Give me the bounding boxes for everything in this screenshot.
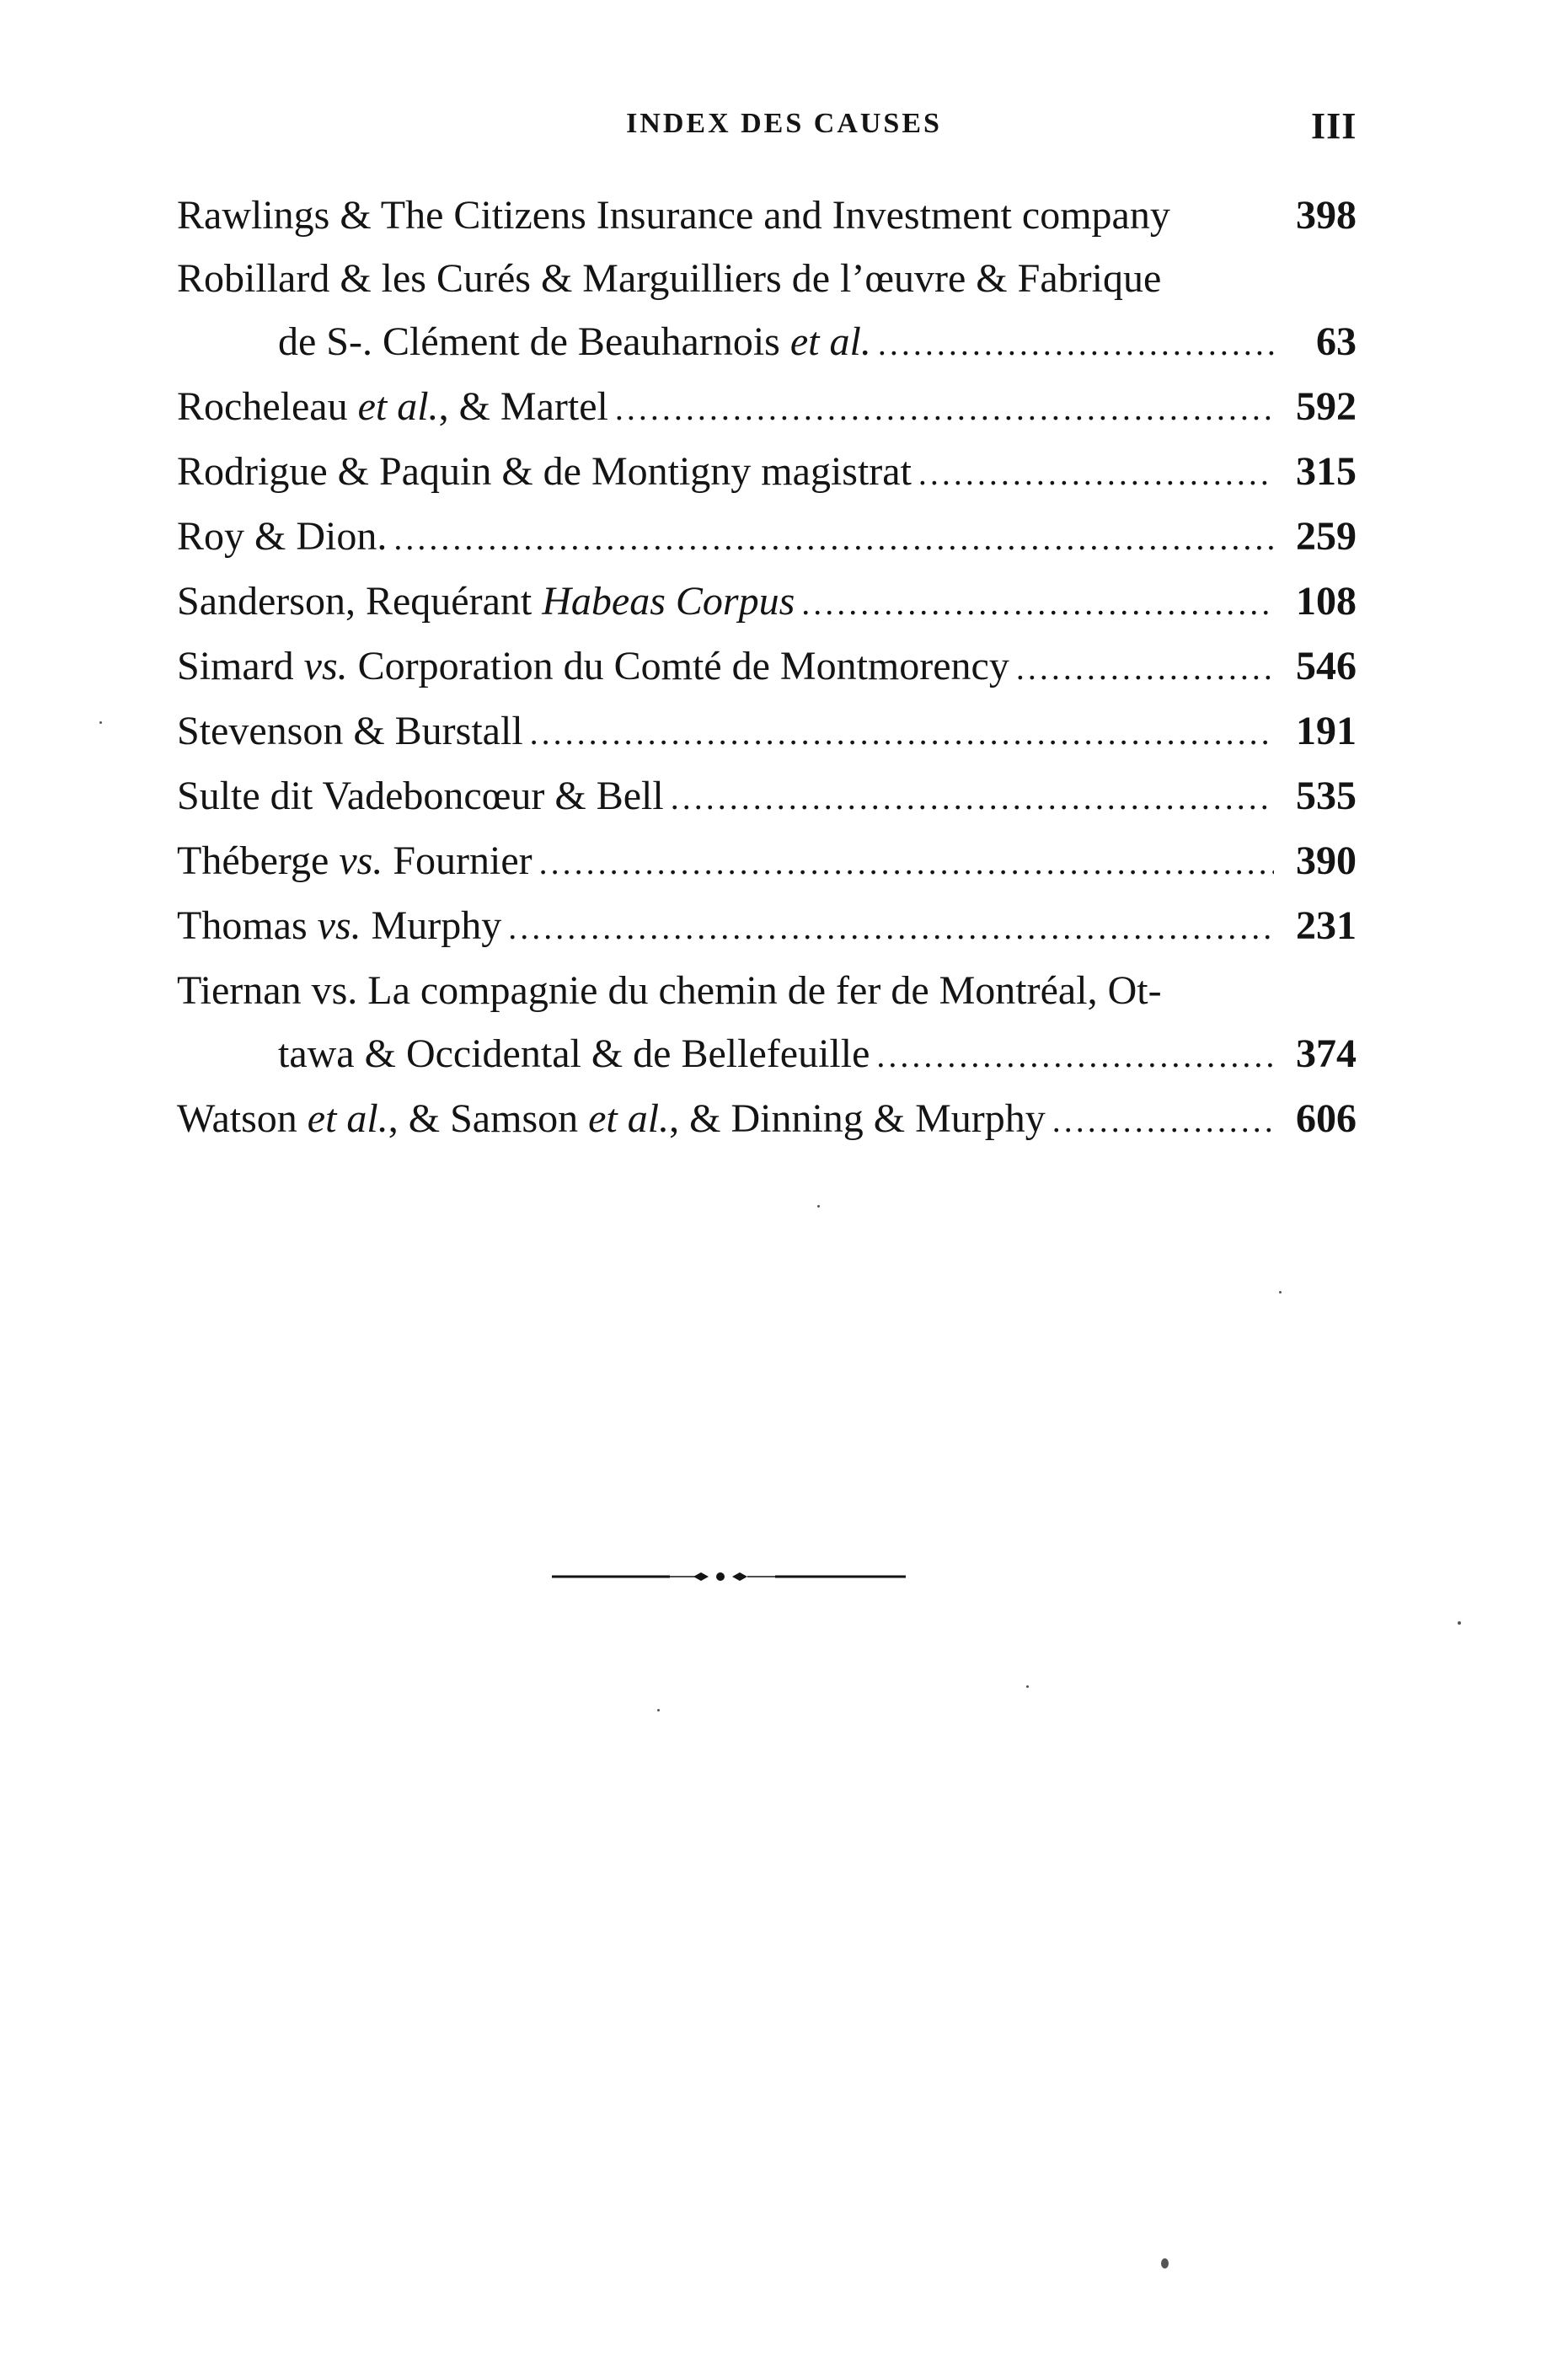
index-entry-stevenson bbox=[177, 699, 1357, 764]
entry-text-roman: , & Samson bbox=[388, 1096, 589, 1141]
index-entry-theberge bbox=[177, 829, 1357, 894]
entry-page-number: 191 bbox=[1296, 709, 1357, 753]
index-entry-rawlings bbox=[177, 184, 1357, 247]
entry-text-roman: Watson bbox=[177, 1096, 308, 1141]
dot-leader bbox=[393, 506, 1274, 570]
entry-text-roman: , & Martel bbox=[438, 384, 608, 429]
entry-text bbox=[177, 570, 795, 633]
dot-leader bbox=[918, 442, 1274, 505]
entry-text-italic: vs. bbox=[303, 644, 348, 688]
entry-text-roman: Fournier bbox=[383, 838, 532, 883]
dot-leader bbox=[508, 896, 1274, 959]
index-entries bbox=[177, 184, 1357, 1152]
entry-text-roman: Théberge bbox=[177, 838, 340, 883]
entry-page-number: 108 bbox=[1296, 579, 1357, 624]
entry-page-number: 546 bbox=[1296, 644, 1357, 688]
entry-text-italic: et al. bbox=[357, 384, 439, 429]
print-speck bbox=[657, 1709, 660, 1711]
entry-text: Rawlings & The Citizens Insurance and Investment company bbox=[177, 193, 1170, 238]
entry-text-roman: Murphy bbox=[361, 903, 502, 948]
entry-page-number: 315 bbox=[1296, 449, 1357, 494]
entry-page-number: 606 bbox=[1296, 1096, 1357, 1141]
entry-text-italic: Habeas Corpus bbox=[542, 579, 795, 624]
entry-text-roman: Sanderson, Requérant bbox=[177, 579, 543, 624]
entry-page-number: 231 bbox=[1296, 903, 1357, 948]
entry-text-roman: , & Dinning & Murphy bbox=[669, 1096, 1046, 1141]
print-speck bbox=[99, 721, 102, 724]
entry-text bbox=[177, 1087, 1046, 1150]
print-speck bbox=[1279, 1291, 1282, 1293]
entry-text bbox=[278, 310, 871, 373]
entry-text bbox=[177, 829, 532, 892]
entry-text: Roy & Dion. bbox=[177, 514, 388, 559]
entry-text-roman: de S-. Clément de Beauharnois bbox=[278, 319, 790, 364]
index-entry-roy bbox=[177, 505, 1357, 570]
dot-leader bbox=[878, 312, 1274, 375]
entry-page-number: 390 bbox=[1296, 838, 1357, 883]
dot-leader bbox=[876, 1024, 1274, 1087]
dot-leader bbox=[530, 701, 1274, 764]
entry-text bbox=[177, 375, 608, 438]
print-speck bbox=[1026, 1685, 1029, 1688]
entry-page-number: 63 bbox=[1316, 319, 1357, 364]
entry-page-number: 398 bbox=[1296, 193, 1357, 238]
entry-text bbox=[177, 894, 501, 957]
entry-page-number: 259 bbox=[1296, 514, 1357, 559]
dot-leader bbox=[671, 766, 1274, 829]
dot-leader bbox=[1052, 1089, 1274, 1152]
entry-page-number: 535 bbox=[1296, 774, 1357, 818]
print-speck bbox=[817, 1205, 820, 1208]
entry-text-roman: Thomas bbox=[177, 903, 318, 948]
running-title: INDEX DES CAUSES bbox=[626, 108, 942, 139]
entry-text-italic: et al. bbox=[307, 1096, 388, 1141]
entry-text-line1: Tiernan vs. La compagnie du chemin de fer de Montréal, Ot- bbox=[177, 968, 1162, 1013]
index-entry-sanderson bbox=[177, 570, 1357, 635]
entry-text-italic: et al. bbox=[588, 1096, 670, 1141]
tailpiece-ornament bbox=[552, 1568, 906, 1585]
dot-leader bbox=[1016, 636, 1274, 699]
index-entry-rocheleau bbox=[177, 375, 1357, 440]
dot-leader bbox=[615, 377, 1274, 440]
entry-page-number: 374 bbox=[1296, 1031, 1357, 1076]
entry-text-italic: et al. bbox=[789, 319, 871, 364]
entry-text-roman: Simard bbox=[177, 644, 304, 688]
print-speck bbox=[1161, 2258, 1169, 2268]
entry-text: Rodrigue & Paquin & de Montigny magistrat bbox=[177, 449, 912, 494]
page-number: III bbox=[1311, 105, 1357, 147]
entry-text: Sulte dit Vadeboncœur & Bell bbox=[177, 774, 664, 818]
entry-text-roman: Rocheleau bbox=[177, 384, 358, 429]
dot-leader bbox=[801, 571, 1274, 635]
entry-text-italic: vs. bbox=[317, 903, 361, 948]
entry-text: tawa & Occidental & de Bellefeuille bbox=[278, 1031, 870, 1076]
index-entry-rodrigue bbox=[177, 440, 1357, 505]
index-entry-simard bbox=[177, 635, 1357, 699]
index-entry-watson bbox=[177, 1087, 1357, 1152]
index-entry-robillard bbox=[177, 247, 1357, 375]
entry-text bbox=[177, 635, 1009, 698]
entry-text-line1: Robillard & les Curés & Marguilliers de l’œuvre & Fabrique bbox=[177, 256, 1162, 301]
entry-page-number: 592 bbox=[1296, 384, 1357, 429]
index-entry-tiernan bbox=[177, 959, 1357, 1087]
dot-leader bbox=[539, 831, 1274, 894]
entry-text-roman: Corporation du Comté de Montmorency bbox=[347, 644, 1009, 688]
entry-text-italic: vs. bbox=[339, 838, 383, 883]
index-entry-sulte bbox=[177, 764, 1357, 829]
index-entry-thomas bbox=[177, 894, 1357, 959]
print-speck bbox=[1458, 1621, 1461, 1625]
entry-text: Stevenson & Burstall bbox=[177, 709, 523, 753]
